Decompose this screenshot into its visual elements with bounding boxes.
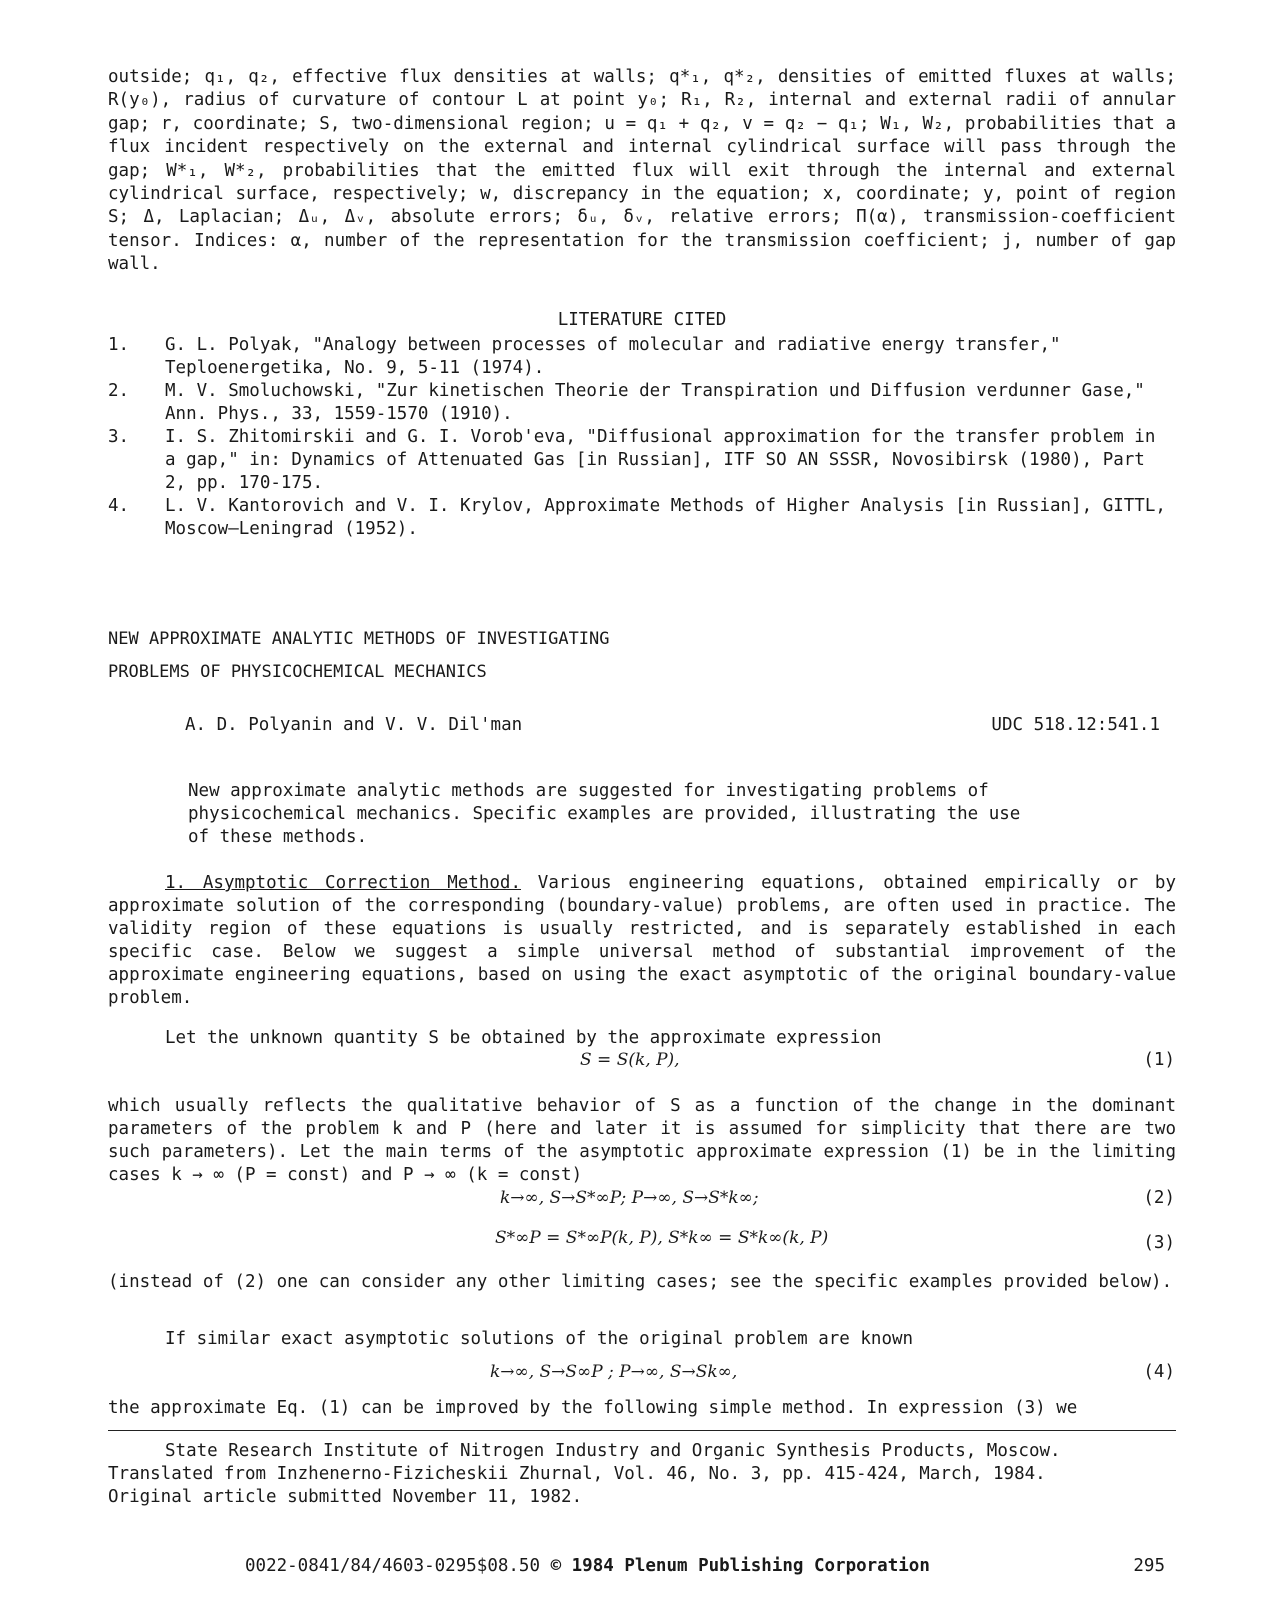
literature-cited-heading: LITERATURE CITED xyxy=(557,310,727,330)
equation-4-number: (4) xyxy=(1143,1362,1175,1382)
reference-text: G. L. Polyak, "Analogy between processes of molecular and radiative energy transfer," Teploenergetika, No. 9, 5-11 (1974). xyxy=(165,335,1061,378)
reference-text: L. V. Kantorovich and V. I. Krylov, Approximate Methods of Higher Analysis [in Russian], GITTL, Moscow—Leningrad (1952). xyxy=(165,496,1166,539)
footnote-line-1: State Research Institute of Nitrogen Industry and Organic Synthesis Products, Moscow. xyxy=(165,1441,1061,1461)
reference-number: 1. xyxy=(108,335,130,355)
abstract: New approximate analytic methods are suggested for investigating problems of physicochemical mechanics. Specific examples are provided, illustrating the use of these methods. xyxy=(188,781,1021,847)
equation-4: k→∞, S→S∞P ; P→∞, S→Sk∞, xyxy=(490,1362,738,1382)
paragraph-the: the approximate Eq. (1) can be improved by the following simple method. In expression (3) we xyxy=(108,1398,1078,1418)
footnote-divider xyxy=(108,1430,1176,1431)
equation-2: k→∞, S→S*∞P; P→∞, S→S*k∞; xyxy=(500,1188,759,1208)
publisher: © 1984 Plenum Publishing Corporation xyxy=(550,1556,930,1576)
nomenclature-text: outside; q₁, q₂, effective flux densities at walls; q*₁, q*₂, densities of emitted fluxes at walls; R(y₀), radius of curvature of contour L at point y₀; R₁, R₂, internal and external radii of annular gap; r, coordinate; S, two-dimensional region; u = q₁ + q₂, v = q₂ − q₁; W₁, W₂, probabilities that a flux incident respectively on the external and internal cylindrical surface will pass through the gap; W*₁, W*₂, probabilities that the emitted flux will exit through the internal and external cylindrical surface, respectively; w, discrepancy in the equation; x, coordinate; y, point of region S; Δ, Laplacian; Δᵤ, Δᵥ, absolute errors; δᵤ, δᵥ, relative errors; Π(α), transmission-coefficient tensor. Indices: α, number of the representation for the transmission coefficient; j, number of gap wall. xyxy=(108,67,1176,275)
article-title-line-1: NEW APPROXIMATE ANALYTIC METHODS OF INVESTIGATING xyxy=(108,629,610,649)
equation-3-number: (3) xyxy=(1143,1233,1175,1253)
reference-number: 2. xyxy=(108,381,130,401)
paragraph-let: Let the unknown quantity S be obtained by the approximate expression xyxy=(165,1028,882,1048)
article-title xyxy=(108,623,1008,689)
equation-1: S = S(k, P), xyxy=(580,1050,680,1070)
page-footer xyxy=(245,1555,1165,1577)
reference-text: M. V. Smoluchowski, "Zur kinetischen Theorie der Transpiration und Diffusion verdunner Gase," Ann. Phys., 33, 1559-1570 (1910). xyxy=(165,381,1145,424)
page-number: 295 xyxy=(1133,1556,1165,1576)
reference-text: I. S. Zhitomirskii and G. I. Vorob'eva, "Diffusional approximation for the transfer problem in a gap," in: Dynamics of Attenuated Gas [in Russian], ITF SO AN SSSR, Novosibirsk (1980), Part 2, pp. 170-175. xyxy=(165,427,1156,493)
equation-2-number: (2) xyxy=(1143,1188,1175,1208)
article-title-line-2: PROBLEMS OF PHYSICOCHEMICAL MECHANICS xyxy=(108,662,487,682)
section-heading: 1. Asymptotic Correction Method. xyxy=(165,873,521,893)
section-body: Various engineering equations, obtained empirically or by approximate solution of the corresponding (boundary-value) problems, are often used in practice. The validity region of these equations is usually restricted, and is separately established in each specific case. Below we suggest a simple universal method of substantial improvement of the approximate engineering equations, based on using the exact asymptotic of the original boundary-value problem. xyxy=(108,873,1176,1008)
paragraph-instead: (instead of (2) one can consider any other limiting cases; see the specific examples provided below). xyxy=(108,1272,1173,1292)
reference-number: 4. xyxy=(108,496,130,516)
section-1-paragraph xyxy=(108,872,1176,1010)
paragraph-which: which usually reflects the qualitative behavior of S as a function of the change in the dominant parameters of the problem k and P (here and later it is assumed for simplicity that there are two such parameters). Let the main terms of the asymptotic approximate expression (1) be in the limiting cases k → ∞ (P = const) and P → ∞ (k = const) xyxy=(108,1096,1176,1185)
reference-item xyxy=(108,380,1176,426)
paragraph-if: If similar exact asymptotic solutions of the original problem are known xyxy=(165,1329,914,1349)
footnote xyxy=(108,1440,1176,1509)
authors: A. D. Polyanin and V. V. Dil'man xyxy=(185,715,523,735)
footnote-line-2: Translated from Inzhenerno-Fizicheskii Zhurnal, Vol. 46, No. 3, pp. 415-424, March, 1984. xyxy=(108,1464,1046,1484)
equation-3: S*∞P = S*∞P(k, P), S*k∞ = S*k∞(k, P) xyxy=(495,1228,829,1248)
reference-list xyxy=(108,334,1176,541)
footnote-line-3: Original article submitted November 11, 1982. xyxy=(108,1487,583,1507)
author-line xyxy=(185,714,1160,736)
reference-item xyxy=(108,426,1176,495)
journal-code: 0022-0841/84/4603-0295$08.50 xyxy=(245,1556,541,1576)
equation-1-number: (1) xyxy=(1143,1050,1175,1070)
udc-code: UDC 518.12:541.1 xyxy=(991,715,1160,735)
reference-item xyxy=(108,334,1176,380)
reference-item xyxy=(108,495,1176,541)
reference-number: 3. xyxy=(108,427,130,447)
